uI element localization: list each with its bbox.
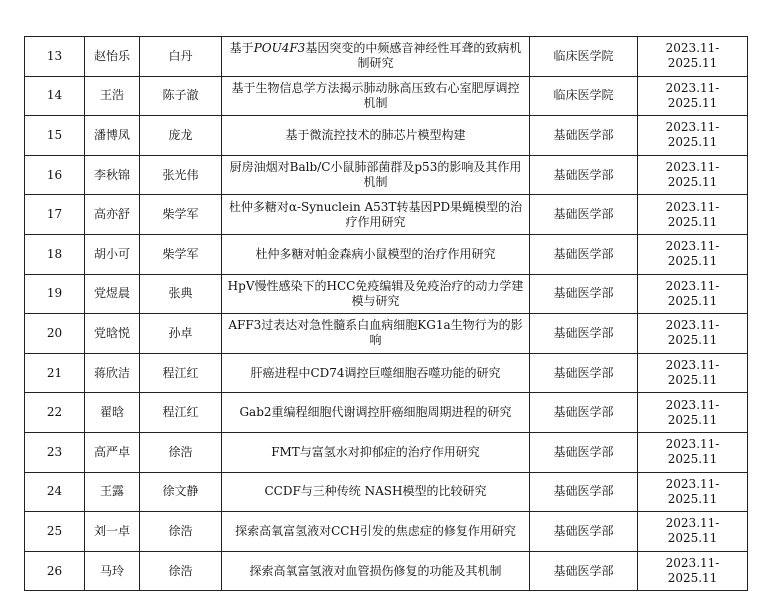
- project-title: 基于POU4F3基因突变的中频感音神经性耳聋的致病机制研究: [222, 37, 530, 77]
- college-name: 临床医学院: [530, 37, 638, 77]
- projects-table-body: [25, 37, 748, 591]
- project-period: [638, 155, 748, 195]
- project-title: FMT与富氢水对抑郁症的治疗作用研究: [222, 432, 530, 472]
- table-row: [25, 37, 748, 77]
- college-name: 基础医学部: [530, 432, 638, 472]
- row-number: 25: [25, 512, 85, 552]
- table-row: [25, 195, 748, 235]
- row-number: 14: [25, 76, 85, 116]
- row-number: 26: [25, 551, 85, 591]
- student-name: 党晗悦: [85, 314, 140, 354]
- advisor-name: 程江红: [140, 353, 222, 393]
- table-row: [25, 353, 748, 393]
- table-row: [25, 274, 748, 314]
- project-period: [638, 393, 748, 433]
- college-name: 基础医学部: [530, 393, 638, 433]
- project-period: [638, 76, 748, 116]
- period-start: 2023.11-: [665, 41, 720, 56]
- student-name: 李秋锦: [85, 155, 140, 195]
- project-title: 杜仲多糖对α-Synuclein A53T转基因PD果蝇模型的治疗作用研究: [222, 195, 530, 235]
- student-name: 翟晗: [85, 393, 140, 433]
- project-title: CCDF与三种传统 NASH模型的比较研究: [222, 472, 530, 512]
- table-row: [25, 234, 748, 274]
- advisor-name: 柴学军: [140, 234, 222, 274]
- table-row: [25, 76, 748, 116]
- project-period: [638, 234, 748, 274]
- college-name: 基础医学部: [530, 116, 638, 156]
- table-row: [25, 432, 748, 472]
- gene-name: POU4F3: [253, 41, 306, 56]
- period-end: 2025.11: [667, 135, 718, 150]
- period-start: 2023.11-: [665, 397, 720, 412]
- period-end: 2025.11: [667, 254, 718, 269]
- college-name: 基础医学部: [530, 155, 638, 195]
- row-number: 22: [25, 393, 85, 433]
- project-title: Gab2重编程细胞代谢调控肝癌细胞周期进程的研究: [222, 393, 530, 433]
- college-name: 基础医学部: [530, 274, 638, 314]
- student-name: 马玲: [85, 551, 140, 591]
- period-end: 2025.11: [667, 214, 718, 229]
- period-start: 2023.11-: [665, 318, 720, 333]
- period-start: 2023.11-: [665, 476, 720, 491]
- row-number: 20: [25, 314, 85, 354]
- projects-table: [24, 36, 748, 591]
- project-period: [638, 37, 748, 77]
- student-name: 胡小可: [85, 234, 140, 274]
- period-start: 2023.11-: [665, 160, 720, 175]
- project-period: [638, 472, 748, 512]
- table-row: [25, 393, 748, 433]
- student-name: 刘一卓: [85, 512, 140, 552]
- row-number: 16: [25, 155, 85, 195]
- period-start: 2023.11-: [665, 358, 720, 373]
- period-end: 2025.11: [667, 56, 718, 71]
- project-title: 探索高氧富氢液对血管损伤修复的功能及其机制: [222, 551, 530, 591]
- period-end: 2025.11: [667, 412, 718, 427]
- period-start: 2023.11-: [665, 437, 720, 452]
- advisor-name: 徐浩: [140, 512, 222, 552]
- row-number: 15: [25, 116, 85, 156]
- advisor-name: 庞龙: [140, 116, 222, 156]
- project-title: 基于微流控技术的肺芯片模型构建: [222, 116, 530, 156]
- advisor-name: 柴学军: [140, 195, 222, 235]
- project-title: 厨房油烟对Balb/C小鼠肺部菌群及p53的影响及其作用机制: [222, 155, 530, 195]
- row-number: 24: [25, 472, 85, 512]
- period-start: 2023.11-: [665, 516, 720, 531]
- table-row: [25, 472, 748, 512]
- period-start: 2023.11-: [665, 278, 720, 293]
- project-title: 肝癌进程中CD74调控巨噬细胞吞噬功能的研究: [222, 353, 530, 393]
- project-period: [638, 551, 748, 591]
- student-name: 赵怡乐: [85, 37, 140, 77]
- period-end: 2025.11: [667, 491, 718, 506]
- table-row: [25, 512, 748, 552]
- table-row: [25, 314, 748, 354]
- project-title: 探索高氧富氢液对CCH引发的焦虑症的修复作用研究: [222, 512, 530, 552]
- student-name: 王浩: [85, 76, 140, 116]
- project-period: [638, 314, 748, 354]
- period-end: 2025.11: [667, 175, 718, 190]
- period-start: 2023.11-: [665, 120, 720, 135]
- table-row: [25, 116, 748, 156]
- advisor-name: 程江红: [140, 393, 222, 433]
- advisor-name: 徐浩: [140, 551, 222, 591]
- table-row: [25, 551, 748, 591]
- college-name: 基础医学部: [530, 234, 638, 274]
- project-period: [638, 195, 748, 235]
- project-title: 杜仲多糖对帕金森病小鼠模型的治疗作用研究: [222, 234, 530, 274]
- period-start: 2023.11-: [665, 80, 720, 95]
- row-number: 18: [25, 234, 85, 274]
- advisor-name: 张光伟: [140, 155, 222, 195]
- college-name: 临床医学院: [530, 76, 638, 116]
- period-end: 2025.11: [667, 531, 718, 546]
- student-name: 潘博凤: [85, 116, 140, 156]
- college-name: 基础医学部: [530, 512, 638, 552]
- project-period: [638, 116, 748, 156]
- project-period: [638, 353, 748, 393]
- college-name: 基础医学部: [530, 353, 638, 393]
- student-name: 党煜晨: [85, 274, 140, 314]
- period-end: 2025.11: [667, 452, 718, 467]
- advisor-name: 陈子澈: [140, 76, 222, 116]
- advisor-name: 徐浩: [140, 432, 222, 472]
- row-number: 17: [25, 195, 85, 235]
- row-number: 23: [25, 432, 85, 472]
- table-row: [25, 155, 748, 195]
- row-number: 13: [25, 37, 85, 77]
- student-name: 高严卓: [85, 432, 140, 472]
- project-title: 基于生物信息学方法揭示肺动脉高压致右心室肥厚调控机制: [222, 76, 530, 116]
- student-name: 蒋欣洁: [85, 353, 140, 393]
- project-period: [638, 512, 748, 552]
- advisor-name: 徐文静: [140, 472, 222, 512]
- project-title: AFF3过表达对急性髓系白血病细胞KG1a生物行为的影响: [222, 314, 530, 354]
- row-number: 21: [25, 353, 85, 393]
- student-name: 高亦舒: [85, 195, 140, 235]
- project-period: [638, 274, 748, 314]
- project-period: [638, 432, 748, 472]
- college-name: 基础医学部: [530, 472, 638, 512]
- period-end: 2025.11: [667, 293, 718, 308]
- row-number: 19: [25, 274, 85, 314]
- period-start: 2023.11-: [665, 556, 720, 571]
- college-name: 基础医学部: [530, 195, 638, 235]
- advisor-name: 张典: [140, 274, 222, 314]
- period-start: 2023.11-: [665, 199, 720, 214]
- project-title: HpV慢性感染下的HCC免疫编辑及免疫治疗的动力学建模与研究: [222, 274, 530, 314]
- advisor-name: 孙卓: [140, 314, 222, 354]
- period-end: 2025.11: [667, 333, 718, 348]
- period-end: 2025.11: [667, 571, 718, 586]
- period-start: 2023.11-: [665, 239, 720, 254]
- period-end: 2025.11: [667, 95, 718, 110]
- student-name: 王露: [85, 472, 140, 512]
- advisor-name: 白丹: [140, 37, 222, 77]
- period-end: 2025.11: [667, 373, 718, 388]
- college-name: 基础医学部: [530, 551, 638, 591]
- college-name: 基础医学部: [530, 314, 638, 354]
